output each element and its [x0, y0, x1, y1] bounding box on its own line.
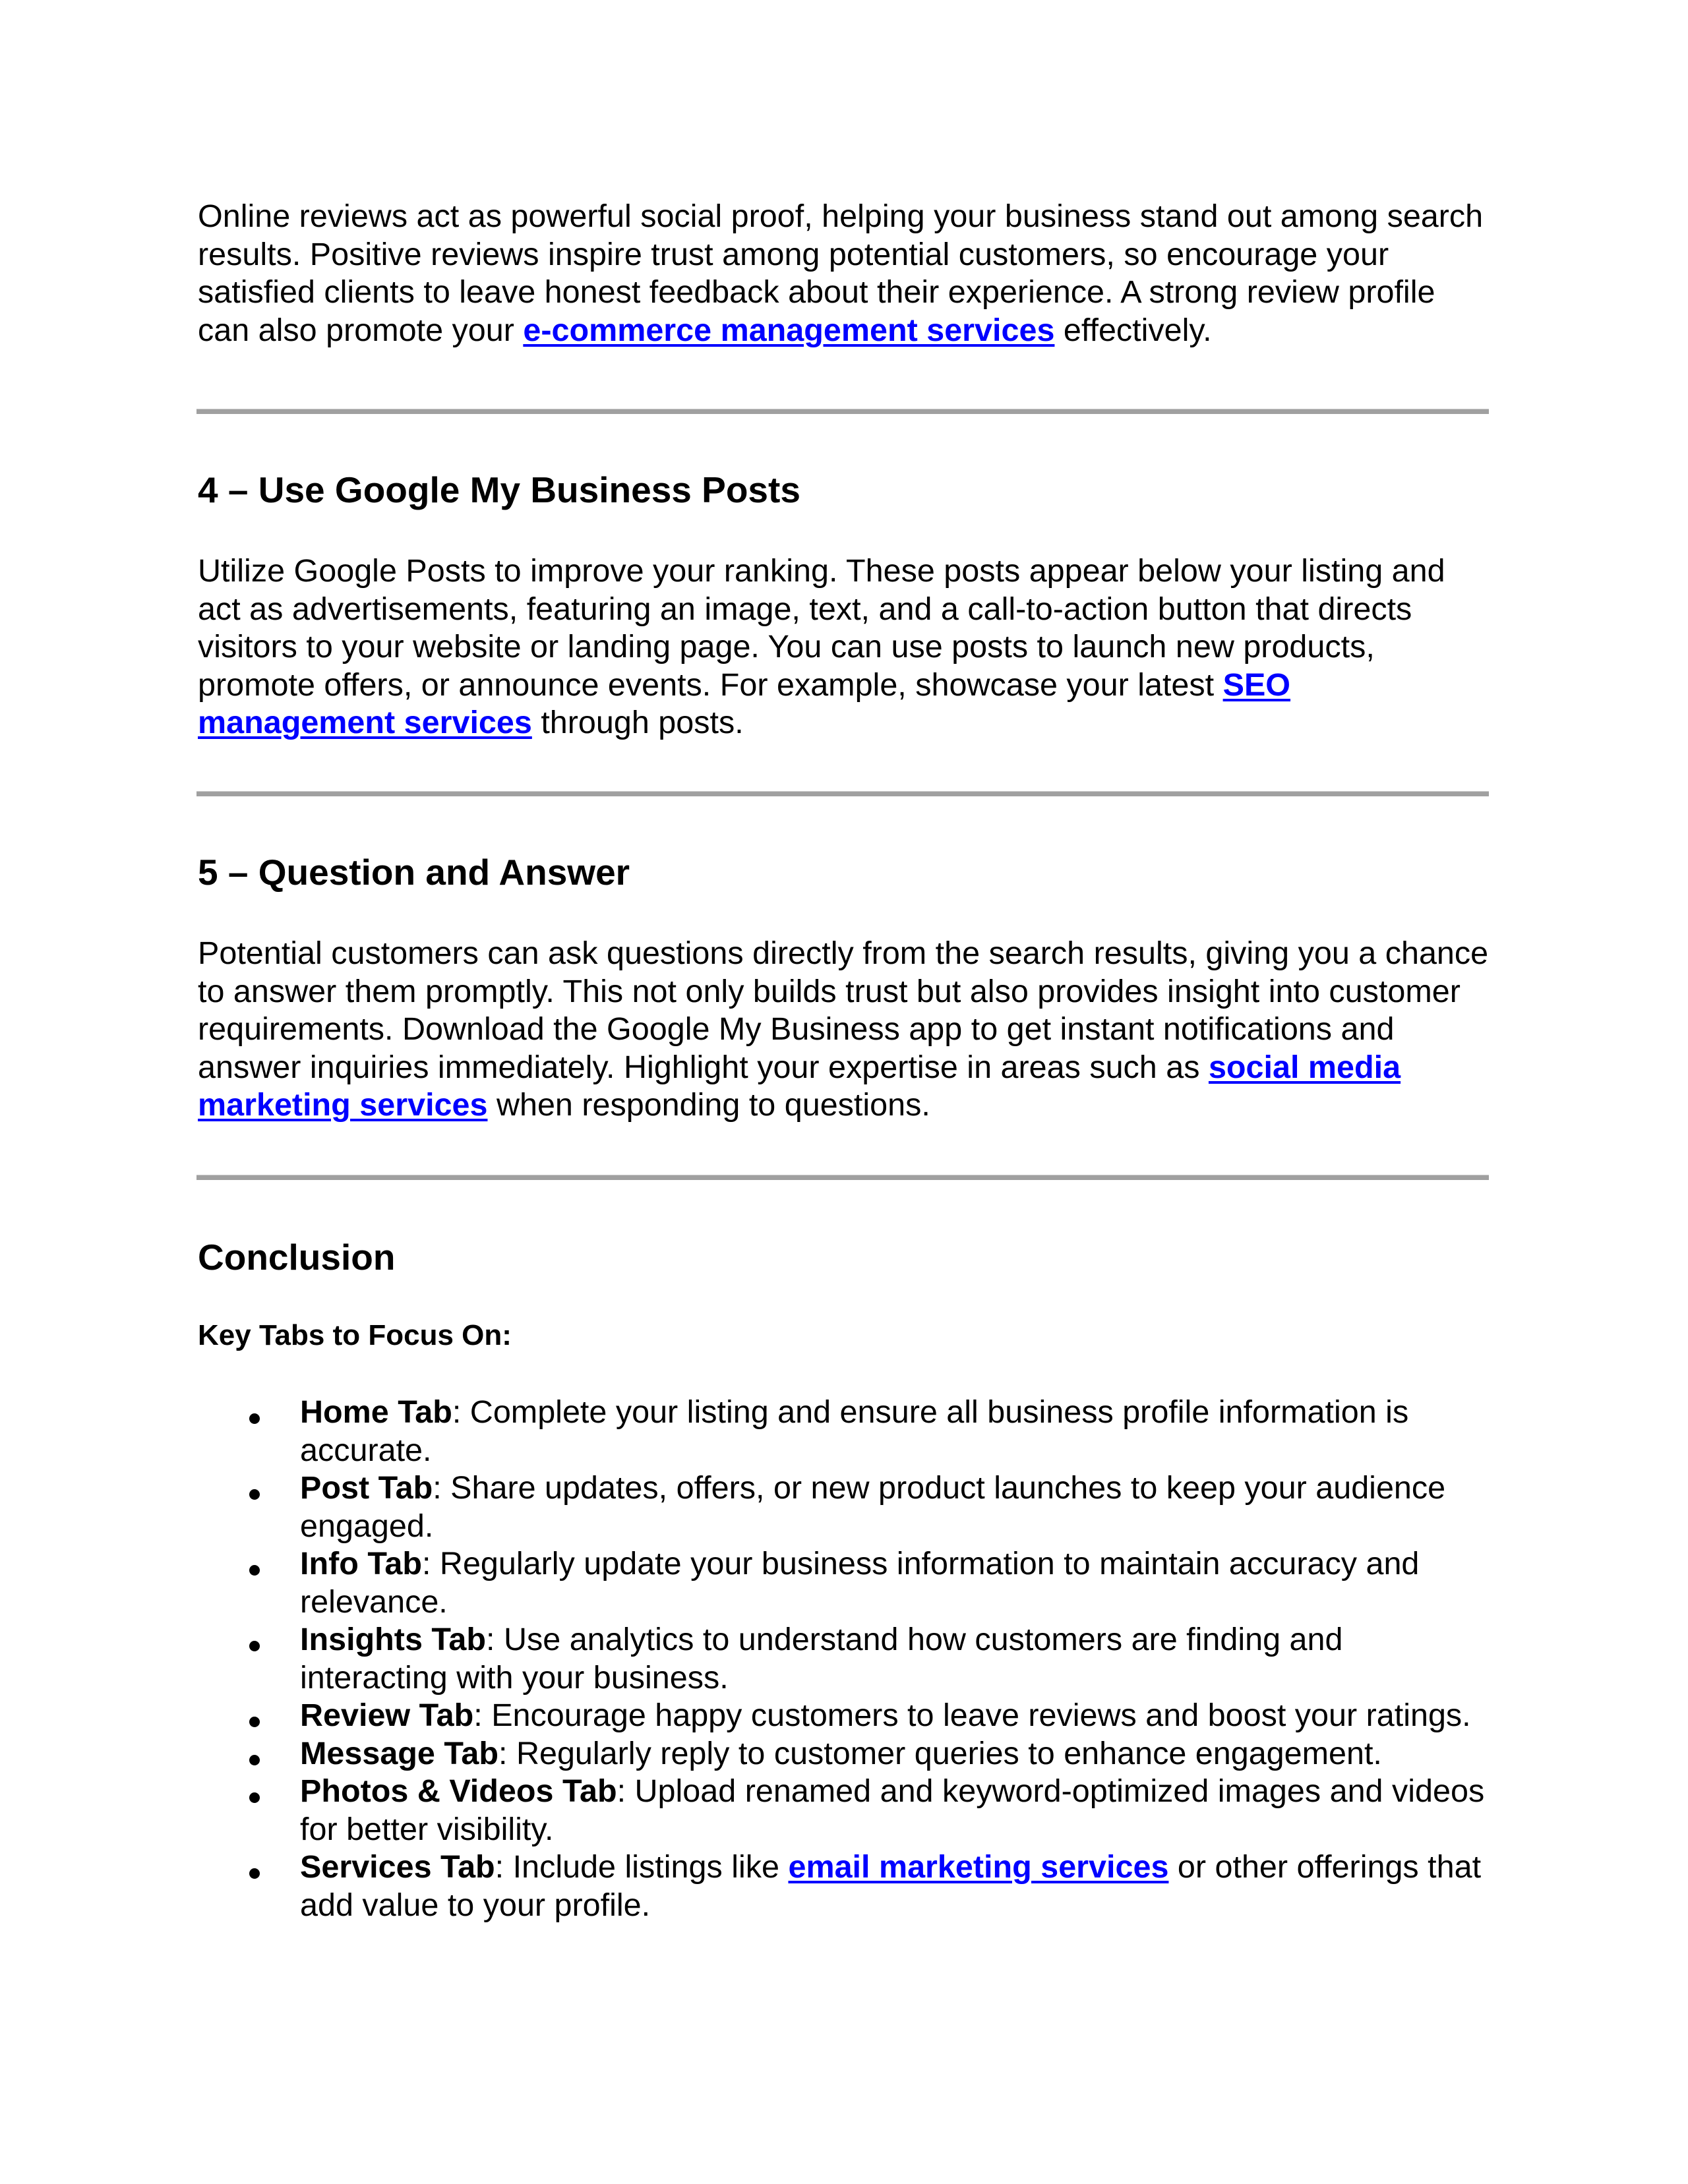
list-item-home-tab: Home Tab: Complete your listing and ensure all business profile information is accurate.: [196, 1394, 1489, 1469]
bullet-icon: [249, 1717, 260, 1727]
list-item-info-tab: Info Tab: Regularly update your business information to maintain accuracy and relevance.: [196, 1545, 1489, 1621]
bullet-icon: [249, 1641, 260, 1651]
section-divider: [196, 1175, 1489, 1180]
list-item-photos-videos-tab: Photos & Videos Tab: Upload renamed and keyword-optimized images and videos for better visibility.: [196, 1773, 1489, 1848]
bullet-icon: [249, 1413, 260, 1424]
bullet-icon: [249, 1868, 260, 1879]
key-tabs-subheading: Key Tabs to Focus On:: [198, 1319, 512, 1351]
ecommerce-management-link[interactable]: e-commerce management services: [523, 312, 1055, 348]
list-item-review-tab: Review Tab: Encourage happy customers to leave reviews and boost your ratings.: [196, 1697, 1489, 1735]
list-item-post-tab: Post Tab: Share updates, offers, or new product launches to keep your audience engaged.: [196, 1469, 1489, 1545]
section-heading-posts: 4 – Use Google My Business Posts: [198, 469, 800, 510]
social-media-marketing-link[interactable]: social media marketing services: [198, 1049, 1401, 1123]
seo-management-link[interactable]: SEO management services: [198, 666, 1291, 740]
posts-paragraph: Utilize Google Posts to improve your ranking. These posts appear below your listing and act as advertisements, featuring an image, text, and a call-to-action button that directs visitors to your website or landing page. You can use posts to launch new products, promote offers, or announce events. For example, showcase your latest SEO management services through posts.: [198, 553, 1445, 740]
list-item-insights-tab: Insights Tab: Use analytics to understand how customers are finding and interacting with your business.: [196, 1621, 1489, 1697]
bullet-icon: [249, 1755, 260, 1765]
section-divider: [196, 791, 1489, 796]
section-heading-qa: 5 – Question and Answer: [198, 852, 630, 893]
bullet-icon: [249, 1792, 260, 1803]
qa-paragraph: Potential customers can ask questions directly from the search results, giving you a chance to answer them promptly. This not only builds trust but also provides insight into customer requirements. Download the Google My Business app to get instant notifications and answer inquiries immediately. Highlight your expertise in areas such as social media marketing services when responding to questions.: [198, 935, 1489, 1123]
section-divider: [196, 409, 1489, 414]
key-tabs-list: [196, 1394, 1489, 1924]
bullet-icon: [249, 1565, 260, 1576]
bullet-icon: [249, 1489, 260, 1500]
list-item-message-tab: Message Tab: Regularly reply to customer queries to enhance engagement.: [196, 1735, 1489, 1773]
section-heading-conclusion: Conclusion: [198, 1237, 396, 1278]
list-item-services-tab: Services Tab: Include listings like email marketing services or other offerings that add value to your profile.: [196, 1848, 1489, 1924]
reviews-paragraph: Online reviews act as powerful social proof, helping your business stand out among search results. Positive reviews inspire trust among potential customers, so encourage your satisfied clients to leave honest feedback about their experience. A strong review profile can also promote your e-commerce management services effectively.: [198, 198, 1484, 348]
email-marketing-link[interactable]: email marketing services: [788, 1849, 1169, 1885]
